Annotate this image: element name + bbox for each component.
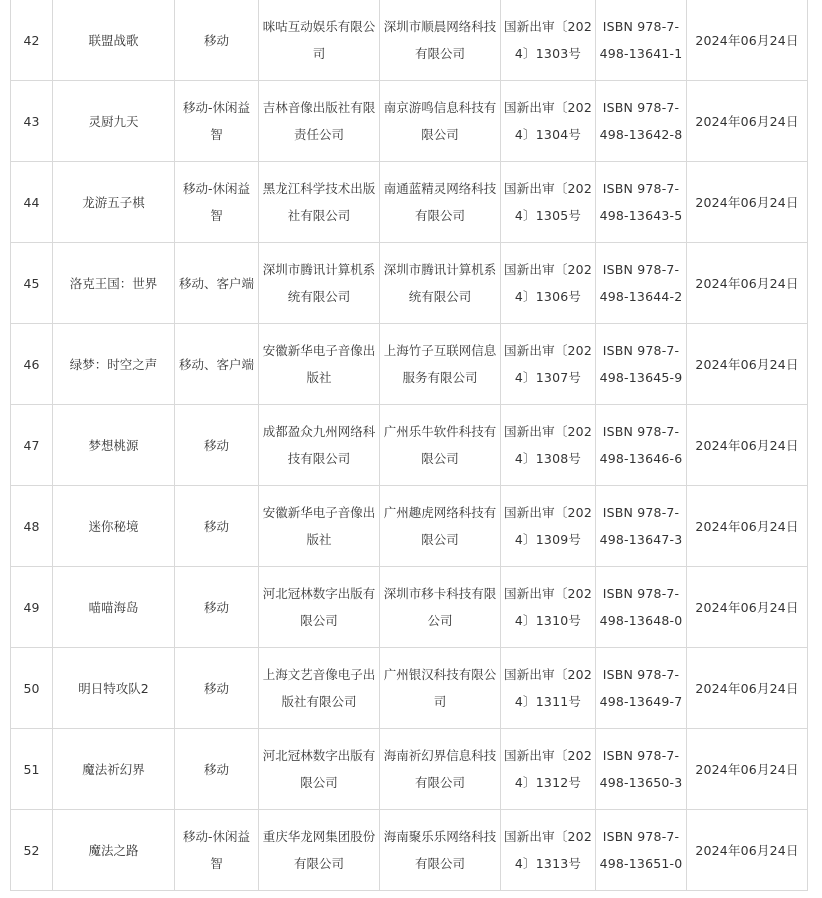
game-category: 移动-休闲益智 xyxy=(175,810,259,891)
publisher-name: 安徽新华电子音像出版社 xyxy=(259,486,380,567)
publisher-name: 成都盈众九州网络科技有限公司 xyxy=(259,405,380,486)
table-row xyxy=(11,567,808,648)
game-category: 移动-休闲益智 xyxy=(175,162,259,243)
approval-date: 2024年06月24日 xyxy=(687,162,808,243)
operator-name: 海南聚乐乐网络科技有限公司 xyxy=(380,810,501,891)
approval-number: 国新出审〔2024〕1313号 xyxy=(501,810,596,891)
game-category: 移动-休闲益智 xyxy=(175,81,259,162)
approval-date: 2024年06月24日 xyxy=(687,324,808,405)
isbn-number: ISBN 978-7-498-13645-9 xyxy=(596,324,687,405)
isbn-number: ISBN 978-7-498-13643-5 xyxy=(596,162,687,243)
game-category: 移动 xyxy=(175,648,259,729)
approval-date: 2024年06月24日 xyxy=(687,648,808,729)
operator-name: 深圳市顺晨网络科技有限公司 xyxy=(380,0,501,81)
game-category: 移动 xyxy=(175,405,259,486)
game-name: 洛克王国：世界 xyxy=(53,243,175,324)
table-row xyxy=(11,405,808,486)
publisher-name: 咪咕互动娱乐有限公司 xyxy=(259,0,380,81)
row-number: 51 xyxy=(11,729,53,810)
operator-name: 广州趣虎网络科技有限公司 xyxy=(380,486,501,567)
operator-name: 南通蓝精灵网络科技有限公司 xyxy=(380,162,501,243)
approval-number: 国新出审〔2024〕1304号 xyxy=(501,81,596,162)
publisher-name: 安徽新华电子音像出版社 xyxy=(259,324,380,405)
publisher-name: 深圳市腾讯计算机系统有限公司 xyxy=(259,243,380,324)
operator-name: 南京游鸣信息科技有限公司 xyxy=(380,81,501,162)
operator-name: 上海竹子互联网信息服务有限公司 xyxy=(380,324,501,405)
game-name: 联盟战歌 xyxy=(53,0,175,81)
isbn-number: ISBN 978-7-498-13646-6 xyxy=(596,405,687,486)
isbn-number: ISBN 978-7-498-13644-2 xyxy=(596,243,687,324)
table-row xyxy=(11,0,808,81)
row-number: 43 xyxy=(11,81,53,162)
game-category: 移动 xyxy=(175,486,259,567)
row-number: 42 xyxy=(11,0,53,81)
game-category: 移动、客户端 xyxy=(175,243,259,324)
approval-list-container xyxy=(10,0,808,891)
row-number: 48 xyxy=(11,486,53,567)
row-number: 47 xyxy=(11,405,53,486)
publisher-name: 上海文艺音像电子出版社有限公司 xyxy=(259,648,380,729)
operator-name: 广州乐牛软件科技有限公司 xyxy=(380,405,501,486)
row-number: 52 xyxy=(11,810,53,891)
isbn-number: ISBN 978-7-498-13648-0 xyxy=(596,567,687,648)
approval-number: 国新出审〔2024〕1308号 xyxy=(501,405,596,486)
table-row xyxy=(11,486,808,567)
operator-name: 深圳市移卡科技有限公司 xyxy=(380,567,501,648)
table-row xyxy=(11,648,808,729)
row-number: 49 xyxy=(11,567,53,648)
game-category: 移动 xyxy=(175,0,259,81)
operator-name: 深圳市腾讯计算机系统有限公司 xyxy=(380,243,501,324)
publisher-name: 河北冠林数字出版有限公司 xyxy=(259,729,380,810)
table-row xyxy=(11,243,808,324)
isbn-number: ISBN 978-7-498-13641-1 xyxy=(596,0,687,81)
approval-date: 2024年06月24日 xyxy=(687,81,808,162)
isbn-number: ISBN 978-7-498-13650-3 xyxy=(596,729,687,810)
approval-date: 2024年06月24日 xyxy=(687,729,808,810)
approval-number: 国新出审〔2024〕1305号 xyxy=(501,162,596,243)
game-approval-table xyxy=(10,0,808,891)
isbn-number: ISBN 978-7-498-13651-0 xyxy=(596,810,687,891)
table-row xyxy=(11,810,808,891)
table-row xyxy=(11,729,808,810)
game-category: 移动 xyxy=(175,567,259,648)
approval-date: 2024年06月24日 xyxy=(687,405,808,486)
game-name: 魔法祈幻界 xyxy=(53,729,175,810)
approval-number: 国新出审〔2024〕1310号 xyxy=(501,567,596,648)
publisher-name: 重庆华龙网集团股份有限公司 xyxy=(259,810,380,891)
approval-date: 2024年06月24日 xyxy=(687,567,808,648)
approval-date: 2024年06月24日 xyxy=(687,243,808,324)
publisher-name: 吉林音像出版社有限责任公司 xyxy=(259,81,380,162)
row-number: 45 xyxy=(11,243,53,324)
row-number: 50 xyxy=(11,648,53,729)
approval-number: 国新出审〔2024〕1307号 xyxy=(501,324,596,405)
table-body xyxy=(11,0,808,891)
operator-name: 广州银汉科技有限公司 xyxy=(380,648,501,729)
publisher-name: 黑龙江科学技术出版社有限公司 xyxy=(259,162,380,243)
game-name: 喵喵海岛 xyxy=(53,567,175,648)
approval-date: 2024年06月24日 xyxy=(687,810,808,891)
approval-date: 2024年06月24日 xyxy=(687,486,808,567)
publisher-name: 河北冠林数字出版有限公司 xyxy=(259,567,380,648)
operator-name: 海南祈幻界信息科技有限公司 xyxy=(380,729,501,810)
game-name: 魔法之路 xyxy=(53,810,175,891)
table-row xyxy=(11,324,808,405)
isbn-number: ISBN 978-7-498-13647-3 xyxy=(596,486,687,567)
game-name: 梦想桃源 xyxy=(53,405,175,486)
game-name: 灵厨九天 xyxy=(53,81,175,162)
approval-number: 国新出审〔2024〕1306号 xyxy=(501,243,596,324)
game-name: 迷你秘境 xyxy=(53,486,175,567)
approval-date: 2024年06月24日 xyxy=(687,0,808,81)
isbn-number: ISBN 978-7-498-13649-7 xyxy=(596,648,687,729)
game-name: 绿梦：时空之声 xyxy=(53,324,175,405)
row-number: 44 xyxy=(11,162,53,243)
game-category: 移动、客户端 xyxy=(175,324,259,405)
isbn-number: ISBN 978-7-498-13642-8 xyxy=(596,81,687,162)
game-name: 龙游五子棋 xyxy=(53,162,175,243)
table-row xyxy=(11,81,808,162)
game-name: 明日特攻队2 xyxy=(53,648,175,729)
game-category: 移动 xyxy=(175,729,259,810)
approval-number: 国新出审〔2024〕1303号 xyxy=(501,0,596,81)
approval-number: 国新出审〔2024〕1311号 xyxy=(501,648,596,729)
approval-number: 国新出审〔2024〕1312号 xyxy=(501,729,596,810)
approval-number: 国新出审〔2024〕1309号 xyxy=(501,486,596,567)
table-row xyxy=(11,162,808,243)
row-number: 46 xyxy=(11,324,53,405)
